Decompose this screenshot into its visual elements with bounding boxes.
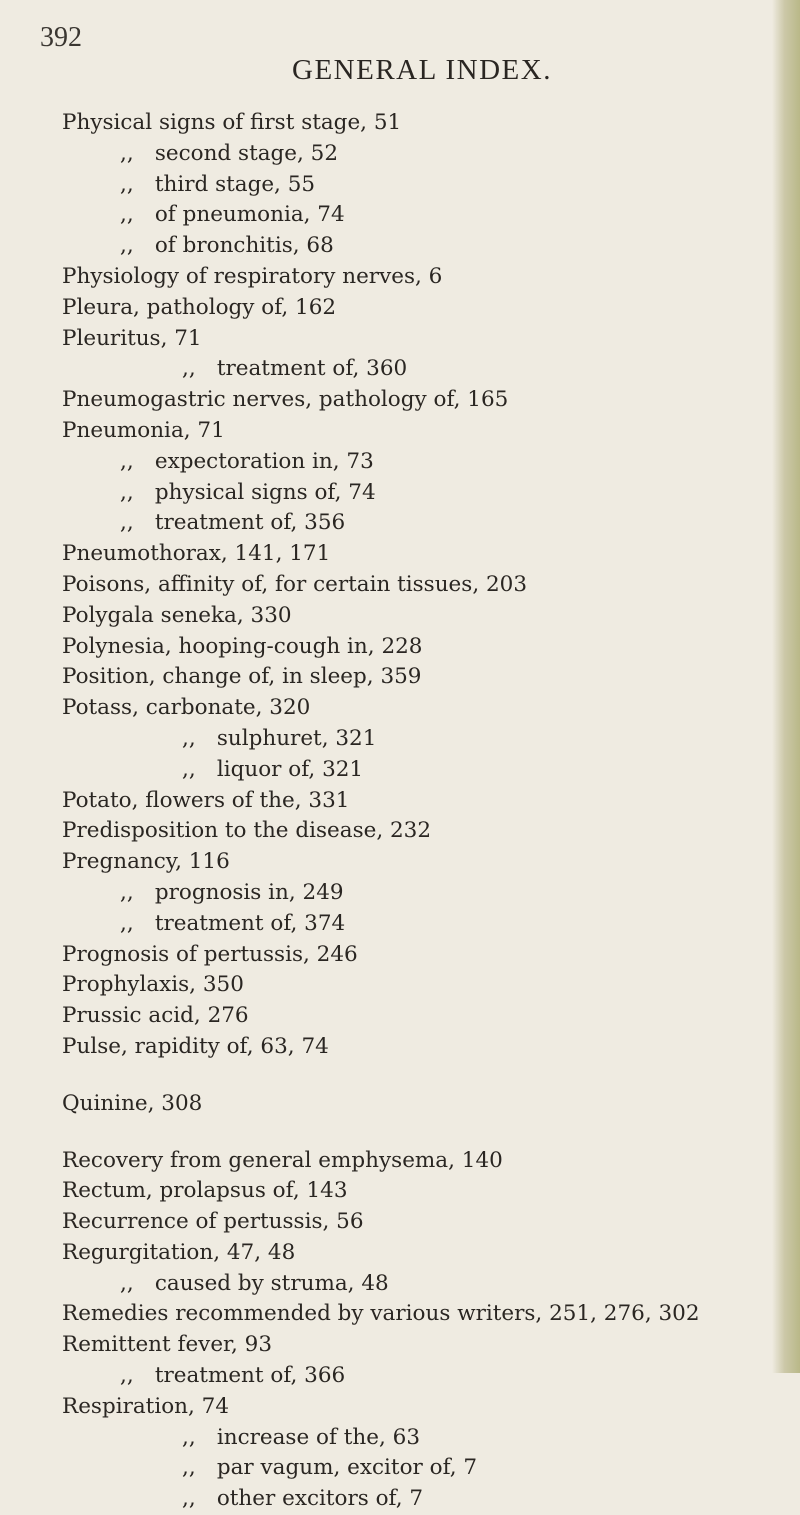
index-subentry bbox=[62, 1361, 762, 1392]
index-entry bbox=[62, 262, 762, 293]
entry-text: Predisposition to the disease, 232 bbox=[62, 818, 432, 844]
index-entries bbox=[62, 108, 762, 1515]
entry-text: par vagum, excitor of, 7 bbox=[216, 1455, 478, 1481]
index-entry bbox=[62, 1146, 762, 1177]
entry-text: physical signs of, 74 bbox=[154, 479, 376, 505]
entry-text: Respiration, 74 bbox=[62, 1393, 230, 1419]
entry-text: Polygala seneka, 330 bbox=[62, 602, 292, 628]
ditto-mark: ,, bbox=[182, 1455, 196, 1481]
ditto-mark: ,, bbox=[182, 1424, 196, 1450]
entry-text: Pneumogastric nerves, pathology of, 165 bbox=[62, 387, 509, 413]
entry-text: Poisons, affinity of, for certain tissues, 203 bbox=[62, 571, 528, 597]
index-subentry bbox=[62, 1269, 762, 1300]
entry-text: Prussic acid, 276 bbox=[62, 1003, 249, 1029]
index-entry bbox=[62, 1176, 762, 1207]
entry-text: Recovery from general emphysema, 140 bbox=[62, 1147, 503, 1173]
index-subentry bbox=[62, 1484, 762, 1515]
index-entry bbox=[62, 324, 762, 355]
ditto-mark: ,, bbox=[120, 510, 134, 536]
page-header bbox=[40, 18, 740, 86]
index-entry bbox=[62, 786, 762, 817]
index-entry bbox=[62, 539, 762, 570]
ditto-mark: ,, bbox=[120, 879, 134, 905]
index-entry bbox=[62, 632, 762, 663]
running-head: GENERAL INDEX. bbox=[292, 54, 552, 86]
ditto-mark: ,, bbox=[120, 1363, 134, 1389]
entry-text: Remittent fever, 93 bbox=[62, 1332, 272, 1358]
index-entry bbox=[62, 601, 762, 632]
index-entry bbox=[62, 847, 762, 878]
entry-text: of pneumonia, 74 bbox=[154, 202, 345, 228]
index-entry bbox=[62, 293, 762, 324]
entry-text: caused by struma, 48 bbox=[154, 1270, 389, 1296]
entry-text: Physiology of respiratory nerves, 6 bbox=[62, 263, 443, 289]
entry-text: sulphuret, 321 bbox=[216, 725, 377, 751]
ditto-mark: ,, bbox=[182, 356, 196, 382]
entry-text: Prognosis of pertussis, 246 bbox=[62, 941, 358, 967]
entry-text: liquor of, 321 bbox=[216, 756, 364, 782]
index-subentry bbox=[62, 1453, 762, 1484]
ditto-mark: ,, bbox=[120, 448, 134, 474]
index-entry bbox=[62, 1032, 762, 1063]
index-subentry bbox=[62, 508, 762, 539]
section-gap bbox=[62, 1120, 762, 1146]
index-entry bbox=[62, 693, 762, 724]
index-subentry bbox=[62, 170, 762, 201]
ditto-mark: ,, bbox=[120, 140, 134, 166]
entry-text: Regurgitation, 47, 48 bbox=[62, 1239, 296, 1265]
index-entry bbox=[62, 416, 762, 447]
index-entry bbox=[62, 108, 762, 139]
ditto-mark: ,, bbox=[182, 725, 196, 751]
entry-text: Pneumonia, 71 bbox=[62, 417, 225, 443]
entry-text: Pregnancy, 116 bbox=[62, 849, 230, 875]
index-entry bbox=[62, 970, 762, 1001]
entry-text: other excitors of, 7 bbox=[216, 1486, 424, 1512]
index-entry bbox=[62, 1238, 762, 1269]
index-subentry bbox=[62, 909, 762, 940]
index-entry bbox=[62, 816, 762, 847]
entry-text: third stage, 55 bbox=[154, 171, 316, 197]
entry-text: Prophylaxis, 350 bbox=[62, 972, 244, 998]
entry-text: Pleuritus, 71 bbox=[62, 325, 202, 351]
entry-text: Physical signs of first stage, 51 bbox=[62, 110, 402, 135]
index-subentry bbox=[62, 200, 762, 231]
entry-text: Potato, flowers of the, 331 bbox=[62, 787, 350, 813]
index-subentry bbox=[62, 478, 762, 509]
index-subentry bbox=[62, 755, 762, 786]
entry-text: treatment of, 366 bbox=[154, 1363, 346, 1389]
ditto-mark: ,, bbox=[120, 910, 134, 936]
entry-text: prognosis in, 249 bbox=[154, 879, 344, 905]
ditto-mark: ,, bbox=[120, 171, 134, 197]
entry-text: Polynesia, hooping-cough in, 228 bbox=[62, 633, 423, 659]
ditto-mark: ,, bbox=[120, 202, 134, 228]
index-entry bbox=[62, 1089, 762, 1120]
index-subentry bbox=[62, 354, 762, 385]
index-entry bbox=[62, 385, 762, 416]
index-subentry bbox=[62, 724, 762, 755]
page-number: 392 bbox=[40, 22, 82, 53]
index-entry bbox=[62, 1207, 762, 1238]
entry-text: Pneumothorax, 141, 171 bbox=[62, 541, 331, 567]
ditto-mark: ,, bbox=[182, 1486, 196, 1512]
index-subentry bbox=[62, 447, 762, 478]
ditto-mark: ,, bbox=[120, 233, 134, 259]
index-entry bbox=[62, 570, 762, 601]
entry-text: Rectum, prolapsus of, 143 bbox=[62, 1178, 348, 1204]
section-gap bbox=[62, 1063, 762, 1089]
ditto-mark: ,, bbox=[120, 479, 134, 505]
index-subentry bbox=[62, 139, 762, 170]
entry-text: Position, change of, in sleep, 359 bbox=[62, 664, 422, 690]
entry-text: Quinine, 308 bbox=[62, 1090, 203, 1116]
entry-text: treatment of, 374 bbox=[154, 910, 346, 936]
index-entry bbox=[62, 1299, 762, 1330]
entry-text: of bronchitis, 68 bbox=[154, 233, 334, 259]
index-entry bbox=[62, 940, 762, 971]
entry-text: second stage, 52 bbox=[154, 140, 339, 166]
entry-text: Remedies recommended by various writers, 251, 276, 302 bbox=[62, 1301, 700, 1327]
entry-text: Pleura, pathology of, 162 bbox=[62, 294, 337, 320]
index-subentry bbox=[62, 1423, 762, 1454]
index-subentry bbox=[62, 878, 762, 909]
page-edge-shadow bbox=[772, 0, 800, 1373]
index-entry bbox=[62, 662, 762, 693]
entry-text: treatment of, 356 bbox=[154, 510, 346, 536]
index-entry bbox=[62, 1330, 762, 1361]
ditto-mark: ,, bbox=[120, 1270, 134, 1296]
index-subentry bbox=[62, 231, 762, 262]
entry-text: treatment of, 360 bbox=[216, 356, 408, 382]
index-entry bbox=[62, 1392, 762, 1423]
entry-text: Recurrence of pertussis, 56 bbox=[62, 1209, 364, 1235]
ditto-mark: ,, bbox=[182, 756, 196, 782]
entry-text: increase of the, 63 bbox=[216, 1424, 420, 1450]
entry-text: expectoration in, 73 bbox=[154, 448, 374, 474]
entry-text: Pulse, rapidity of, 63, 74 bbox=[62, 1033, 329, 1059]
entry-text: Potass, carbonate, 320 bbox=[62, 695, 311, 721]
index-entry bbox=[62, 1001, 762, 1032]
